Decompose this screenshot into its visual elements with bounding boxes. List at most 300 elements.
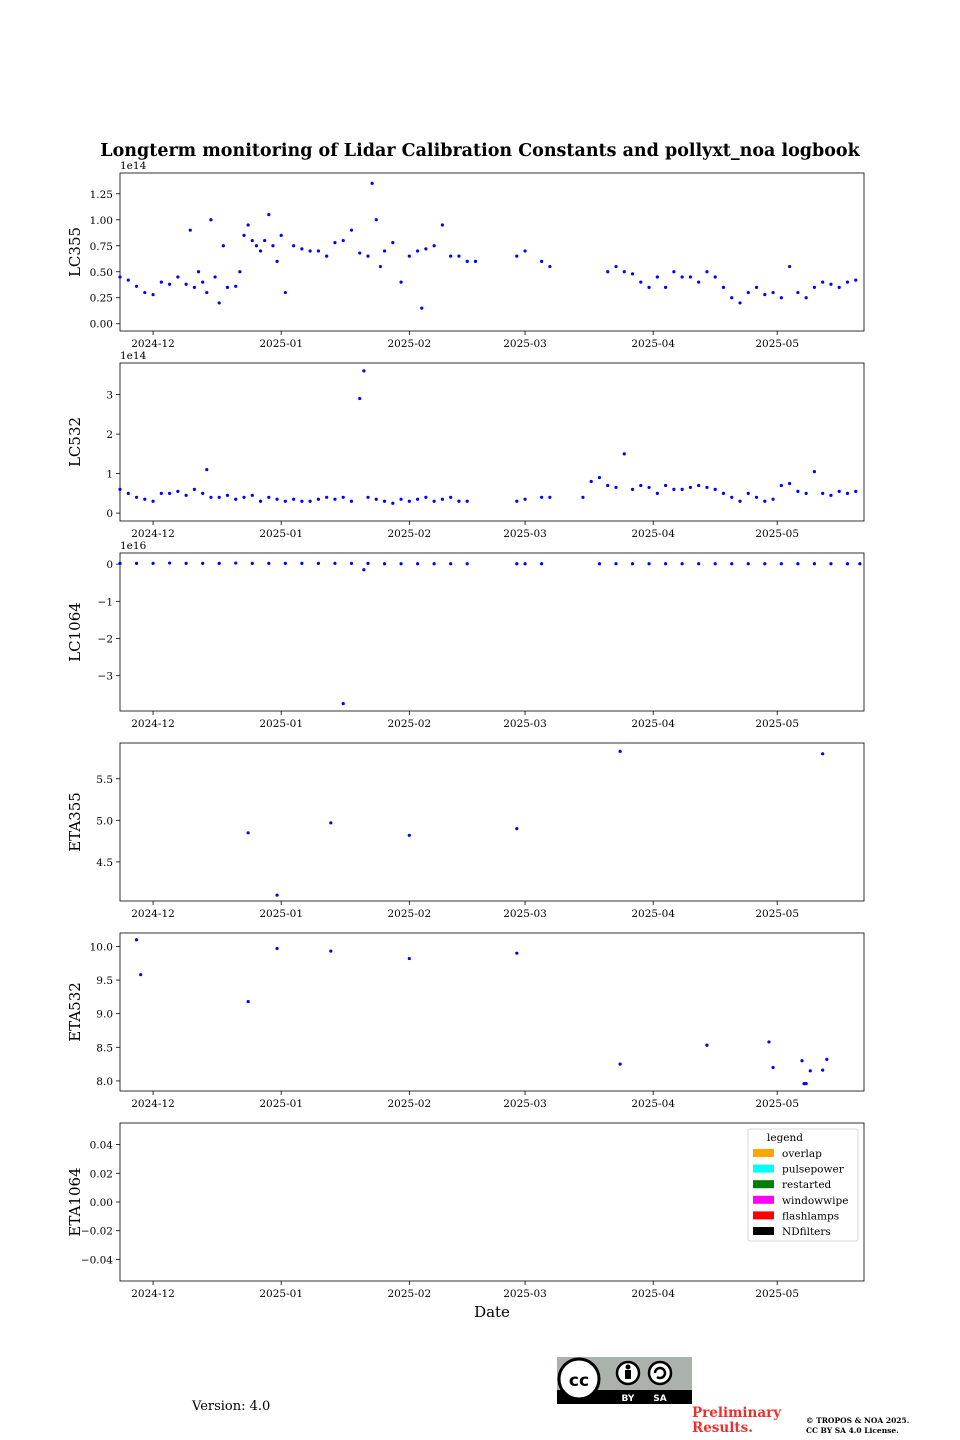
x-tick-label: 2025-03 [503, 528, 547, 540]
legend-label-NDfilters: NDfilters [782, 1226, 831, 1238]
data-point [255, 244, 258, 247]
y-tick-label: 0.02 [89, 1168, 113, 1181]
y-axis-label: ETA532 [66, 982, 84, 1042]
data-point [747, 492, 750, 495]
data-point [771, 1066, 774, 1069]
data-point [209, 218, 212, 221]
data-point [247, 831, 250, 834]
plot-frame [120, 553, 864, 711]
data-point [515, 500, 518, 503]
data-point [143, 291, 146, 294]
data-point [548, 265, 551, 268]
x-tick-label: 2025-03 [503, 718, 547, 730]
data-point [209, 496, 212, 499]
data-point [325, 496, 328, 499]
x-tick-label: 2024-12 [131, 1098, 175, 1110]
data-point [275, 947, 278, 950]
data-point [515, 952, 518, 955]
data-point [259, 249, 262, 252]
data-point [342, 239, 345, 242]
data-point [127, 278, 130, 281]
data-point [656, 275, 659, 278]
data-point [185, 283, 188, 286]
data-point [809, 1069, 812, 1072]
data-point [730, 296, 733, 299]
data-point [540, 496, 543, 499]
data-point [251, 494, 254, 497]
data-point [168, 283, 171, 286]
data-point [371, 182, 374, 185]
data-point [350, 562, 353, 565]
data-point [838, 490, 841, 493]
data-point [771, 291, 774, 294]
data-point [391, 502, 394, 505]
data-point [763, 500, 766, 503]
data-point [664, 286, 667, 289]
legend-label-flashlamps: flashlamps [782, 1210, 840, 1223]
y-tick-label: 1 [106, 468, 113, 481]
x-tick-label: 2025-01 [259, 338, 304, 350]
legend-label-restarted: restarted [782, 1179, 832, 1192]
data-point [193, 488, 196, 491]
x-tick-label: 2025-02 [387, 528, 432, 540]
data-point [689, 275, 692, 278]
data-point [205, 291, 208, 294]
data-point [399, 281, 402, 284]
data-point [433, 562, 436, 565]
cc-license-badge[interactable] [557, 1357, 692, 1404]
data-point [267, 562, 270, 565]
cc-by-sa-icon [557, 1357, 692, 1404]
x-tick-label: 2025-02 [387, 908, 432, 920]
data-point [614, 486, 617, 489]
data-point [168, 492, 171, 495]
x-tick-label: 2025-04 [631, 338, 676, 350]
data-point [201, 281, 204, 284]
y-axis-label: ETA1064 [66, 1167, 84, 1237]
preliminary-results-note: Preliminary Results. [692, 1405, 782, 1436]
data-point [420, 307, 423, 310]
data-point [598, 562, 601, 565]
legend-label-windowwipe: windowwipe [782, 1194, 849, 1207]
x-tick-label: 2025-03 [503, 1288, 547, 1300]
legend-title: legend [767, 1132, 803, 1144]
data-point [631, 562, 634, 565]
data-point [362, 568, 365, 571]
y-tick-label: 1.25 [89, 188, 113, 201]
data-point [424, 496, 427, 499]
y-tick-label: 1.00 [89, 214, 113, 227]
copyright-line-1: © TROPOS & NOA 2025. [806, 1416, 910, 1425]
data-point [135, 285, 138, 288]
panel-eta355 [66, 743, 864, 920]
data-point [647, 562, 650, 565]
data-point [647, 486, 650, 489]
data-point [515, 827, 518, 830]
data-point [205, 468, 208, 471]
version-label: Version: 4.0 [192, 1399, 271, 1414]
y-tick-label: −0.04 [80, 1254, 113, 1267]
data-point [523, 249, 526, 252]
data-point [805, 1082, 808, 1085]
data-point [846, 492, 849, 495]
data-point [449, 496, 452, 499]
data-point [631, 488, 634, 491]
copyright-note [806, 1416, 956, 1436]
data-point [226, 286, 229, 289]
x-tick-label: 2025-03 [503, 908, 547, 920]
legend-swatch-pulsepower [753, 1165, 774, 1173]
data-point [251, 239, 254, 242]
x-tick-label: 2025-05 [755, 908, 800, 920]
data-point [466, 260, 469, 263]
data-point [672, 488, 675, 491]
data-point [234, 561, 237, 564]
panel-eta532 [66, 933, 864, 1110]
data-point [540, 260, 543, 263]
y-tick-label: 9.0 [96, 1008, 113, 1021]
data-point [151, 293, 154, 296]
data-point [300, 562, 303, 565]
data-point [614, 265, 617, 268]
data-point [317, 249, 320, 252]
data-point [416, 498, 419, 501]
data-point [383, 500, 386, 503]
data-point [540, 562, 543, 565]
data-point [309, 249, 312, 252]
data-point [788, 265, 791, 268]
legend-label-overlap: overlap [782, 1148, 822, 1160]
x-axis-label: Date [474, 1303, 510, 1321]
data-point [449, 562, 452, 565]
data-point [780, 562, 783, 565]
data-point [366, 562, 369, 565]
data-point [292, 244, 295, 247]
data-point [829, 562, 832, 565]
data-point [118, 275, 121, 278]
data-point [457, 500, 460, 503]
x-tick-label: 2025-01 [259, 1098, 304, 1110]
y-tick-label: −1 [97, 596, 113, 609]
data-point [201, 492, 204, 495]
x-tick-label: 2025-05 [755, 1098, 800, 1110]
data-point [829, 494, 832, 497]
data-point [375, 498, 378, 501]
x-tick-label: 2025-04 [631, 718, 676, 730]
data-point [275, 498, 278, 501]
data-point [681, 275, 684, 278]
data-point [118, 488, 121, 491]
svg-text:cc: cc [568, 1371, 590, 1391]
data-point [714, 562, 717, 565]
plot-frame [120, 933, 864, 1091]
data-point [805, 296, 808, 299]
copyright-line-2: CC BY SA 4.0 License. [806, 1426, 899, 1435]
data-point [730, 496, 733, 499]
figure-title: Longterm monitoring of Lidar Calibration Constants and pollyxt_noa logbook [100, 141, 860, 161]
x-tick-label: 2025-05 [755, 1288, 800, 1300]
data-point [796, 490, 799, 493]
x-tick-label: 2025-04 [631, 1098, 676, 1110]
data-point [135, 938, 138, 941]
data-point [189, 229, 192, 232]
data-point [614, 562, 617, 565]
data-point [201, 562, 204, 565]
data-point [821, 492, 824, 495]
data-point [292, 498, 295, 501]
data-point [714, 275, 717, 278]
y-tick-label: 0.00 [89, 1197, 113, 1209]
data-point [408, 500, 411, 503]
data-point [474, 260, 477, 263]
plot-frame [120, 363, 864, 521]
data-point [238, 270, 241, 273]
data-point [846, 562, 849, 565]
data-point [854, 278, 857, 281]
data-point [763, 562, 766, 565]
data-point [714, 488, 717, 491]
x-tick-label: 2025-02 [387, 338, 432, 350]
data-point [379, 265, 382, 268]
data-point [523, 498, 526, 501]
data-point [267, 496, 270, 499]
x-tick-label: 2025-05 [755, 528, 800, 540]
data-point [416, 562, 419, 565]
legend-swatch-restarted [753, 1180, 774, 1188]
data-point [747, 562, 750, 565]
y-axis-label: LC355 [66, 226, 84, 278]
data-point [317, 498, 320, 501]
data-point [251, 562, 254, 565]
data-point [358, 251, 361, 254]
x-tick-label: 2025-03 [503, 338, 547, 350]
data-point [399, 562, 402, 565]
data-point [664, 484, 667, 487]
data-point [329, 950, 332, 953]
data-point [424, 247, 427, 250]
data-point [259, 500, 262, 503]
y-tick-label: 0.04 [89, 1139, 113, 1152]
data-point [697, 562, 700, 565]
data-point [813, 470, 816, 473]
data-point [813, 286, 816, 289]
y-tick-label: 10.0 [89, 941, 113, 954]
data-point [234, 285, 237, 288]
data-point [767, 1040, 770, 1043]
data-point [213, 275, 216, 278]
x-tick-label: 2025-05 [755, 338, 800, 350]
data-point [143, 498, 146, 501]
data-point [466, 500, 469, 503]
data-point [185, 494, 188, 497]
data-point [788, 482, 791, 485]
data-point [383, 562, 386, 565]
data-point [623, 270, 626, 273]
data-point [515, 562, 518, 565]
data-point [358, 397, 361, 400]
x-tick-label: 2025-04 [631, 1288, 676, 1300]
data-point [755, 286, 758, 289]
data-point [449, 255, 452, 258]
data-point [118, 562, 121, 565]
data-point [329, 821, 332, 824]
data-point [342, 702, 345, 705]
data-point [309, 500, 312, 503]
x-tick-label: 2025-02 [387, 718, 432, 730]
x-tick-label: 2024-12 [131, 908, 175, 920]
data-point [858, 562, 861, 565]
data-point [242, 496, 245, 499]
data-point [606, 270, 609, 273]
data-point [271, 244, 274, 247]
data-point [275, 260, 278, 263]
data-point [755, 496, 758, 499]
data-point [151, 500, 154, 503]
data-point [399, 498, 402, 501]
data-point [135, 496, 138, 499]
data-point [300, 500, 303, 503]
data-point [647, 286, 650, 289]
data-point [193, 286, 196, 289]
data-point [218, 301, 221, 304]
data-point [619, 1063, 622, 1066]
x-tick-label: 2025-03 [503, 1098, 547, 1110]
x-tick-label: 2025-05 [755, 718, 800, 730]
data-point [151, 562, 154, 565]
data-point [805, 492, 808, 495]
data-point [247, 1000, 250, 1003]
data-point [838, 286, 841, 289]
data-point [333, 241, 336, 244]
panel-lc532 [66, 350, 864, 540]
data-point [763, 293, 766, 296]
y-axis-label: LC1064 [66, 602, 84, 662]
y-tick-label: 8.5 [96, 1042, 113, 1055]
data-point [342, 496, 345, 499]
data-point [705, 270, 708, 273]
data-point [267, 213, 270, 216]
y-tick-label: 5.5 [96, 773, 113, 786]
data-point [796, 291, 799, 294]
data-point [226, 494, 229, 497]
y-tick-label: 0.25 [89, 292, 113, 305]
x-tick-label: 2024-12 [131, 718, 175, 730]
y-offset-label: 1e16 [120, 540, 147, 552]
data-point [247, 223, 250, 226]
y-axis-label: LC532 [66, 416, 84, 468]
data-point [218, 496, 221, 499]
data-point [441, 223, 444, 226]
data-point [697, 484, 700, 487]
y-tick-label: 5.0 [96, 815, 113, 828]
data-point [854, 490, 857, 493]
data-point [275, 894, 278, 897]
data-point [433, 500, 436, 503]
svg-text:BY: BY [621, 1394, 635, 1404]
data-point [366, 255, 369, 258]
data-point [689, 486, 692, 489]
data-point [263, 239, 266, 242]
data-point [416, 249, 419, 252]
data-point [366, 496, 369, 499]
data-point [796, 562, 799, 565]
data-point [523, 562, 526, 565]
data-point [300, 247, 303, 250]
data-point [821, 752, 824, 755]
data-point [242, 234, 245, 237]
svg-text:SA: SA [653, 1394, 667, 1404]
data-point [218, 562, 221, 565]
legend [748, 1129, 858, 1241]
panel-eta1064 [66, 1123, 864, 1300]
legend-swatch-overlap [753, 1149, 774, 1157]
data-point [656, 492, 659, 495]
data-point [284, 291, 287, 294]
data-point [821, 1069, 824, 1072]
y-tick-label: 9.5 [96, 975, 113, 988]
data-point [317, 562, 320, 565]
data-point [780, 484, 783, 487]
data-point [780, 296, 783, 299]
data-point [383, 249, 386, 252]
data-point [722, 492, 725, 495]
data-point [747, 291, 750, 294]
y-tick-label: −2 [97, 633, 113, 646]
data-point [139, 973, 142, 976]
data-point [362, 369, 365, 372]
data-point [825, 1058, 828, 1061]
data-point [135, 562, 138, 565]
y-tick-label: 3 [106, 389, 113, 402]
data-point [333, 498, 336, 501]
x-tick-label: 2025-04 [631, 528, 676, 540]
data-point [581, 496, 584, 499]
data-point [168, 561, 171, 564]
data-point [631, 272, 634, 275]
y-offset-label: 1e14 [120, 350, 147, 362]
y-tick-label: 0.50 [89, 266, 113, 279]
data-point [408, 834, 411, 837]
data-point [234, 498, 237, 501]
y-tick-label: −3 [97, 670, 113, 683]
data-point [705, 486, 708, 489]
plot-frame [120, 173, 864, 331]
x-tick-label: 2025-01 [259, 528, 304, 540]
data-point [664, 562, 667, 565]
data-point [730, 562, 733, 565]
data-point [681, 488, 684, 491]
x-tick-label: 2024-12 [131, 528, 175, 540]
data-point [771, 498, 774, 501]
y-tick-label: 2 [106, 429, 113, 442]
data-point [433, 244, 436, 247]
legend-swatch-windowwipe [753, 1196, 774, 1204]
data-point [391, 241, 394, 244]
x-tick-label: 2024-12 [131, 1288, 175, 1300]
data-point [160, 492, 163, 495]
data-point [813, 562, 816, 565]
panel-lc1064 [66, 540, 864, 730]
data-point [598, 476, 601, 479]
x-tick-label: 2025-02 [387, 1288, 432, 1300]
legend-label-pulsepower: pulsepower [782, 1163, 844, 1176]
data-point [722, 286, 725, 289]
data-point [466, 562, 469, 565]
data-point [127, 492, 130, 495]
x-tick-label: 2025-01 [259, 718, 304, 730]
data-point [333, 562, 336, 565]
data-point [350, 500, 353, 503]
